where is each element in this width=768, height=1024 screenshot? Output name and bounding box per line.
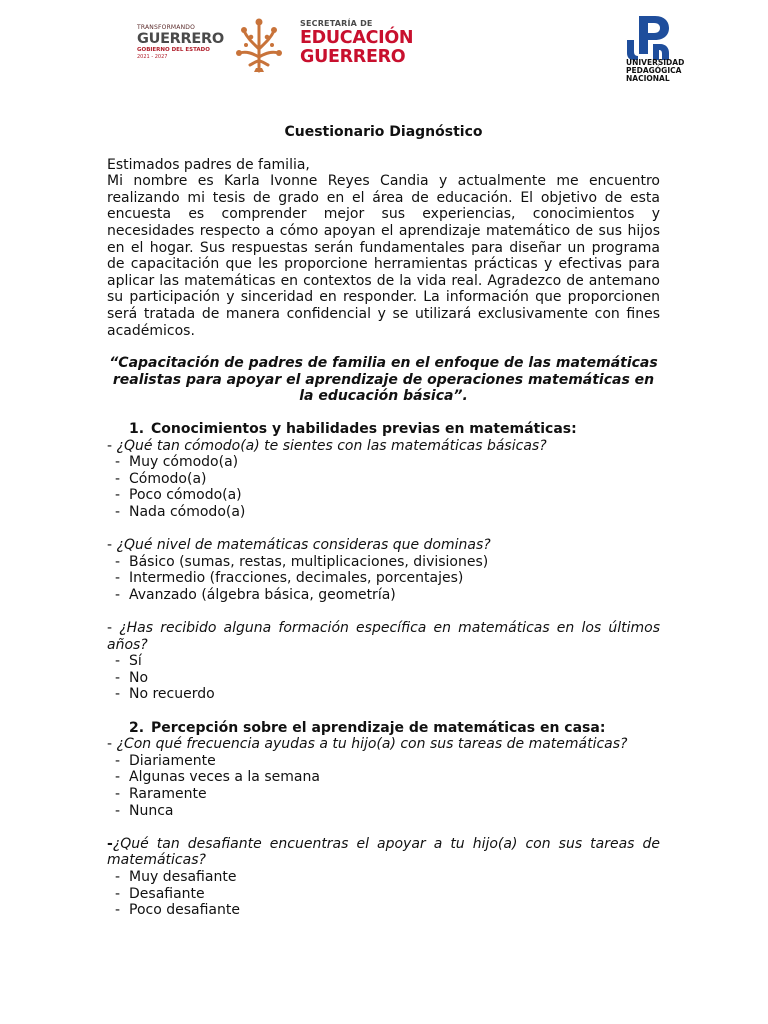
answer-option[interactable]: - Básico (sumas, restas, multiplicaciones, divisiones) bbox=[115, 553, 489, 570]
answer-option[interactable]: - No recuerdo bbox=[115, 686, 215, 703]
answer-option-label: Cómodo(a) bbox=[129, 470, 207, 487]
answer-option-label: Poco cómodo(a) bbox=[129, 487, 242, 504]
section-1 bbox=[107, 421, 660, 720]
answer-option-label: No recuerdo bbox=[129, 686, 215, 703]
answer-option[interactable]: - Poco cómodo(a) bbox=[115, 487, 242, 504]
answer-options bbox=[107, 554, 660, 604]
section-2 bbox=[107, 720, 660, 919]
guerrero-emblem-icon bbox=[232, 17, 286, 73]
greeting: Estimados padres de familia, bbox=[107, 156, 310, 173]
document-body bbox=[107, 124, 660, 919]
answer-options bbox=[107, 869, 660, 919]
answer-option[interactable]: - Muy desafiante bbox=[115, 868, 237, 885]
section-heading bbox=[107, 720, 660, 737]
question-text: ¿Qué tan desafiante encuentras el apoyar a tu hijo(a) con sus tareas de matemáticas? bbox=[107, 835, 660, 869]
section-heading-text: Percepción sobre el aprendizaje de matemáticas en casa: bbox=[151, 719, 606, 736]
logo-text: GUERRERO bbox=[300, 47, 406, 67]
answer-option-label: Avanzado (álgebra básica, geometría) bbox=[129, 586, 396, 603]
intro-block bbox=[107, 157, 660, 340]
answer-option[interactable]: - Desafiante bbox=[115, 885, 205, 902]
upn-logo-text bbox=[626, 59, 684, 83]
logo-text: UNIVERSIDAD bbox=[626, 58, 685, 67]
question: - ¿Con qué frecuencia ayudas a tu hijo(a) con sus tareas de matemáticas? bbox=[107, 736, 628, 753]
logo-text: GOBIERNO DEL ESTADO bbox=[137, 47, 210, 53]
answer-options bbox=[107, 653, 660, 703]
project-title: “Capacitación de padres de familia en el enfoque de las matemáticas realistas para apoyar el aprendizaje de operaciones matemáticas en la educación básica”. bbox=[109, 355, 658, 405]
answer-option-label: Básico (sumas, restas, multiplicaciones, divisiones) bbox=[129, 553, 489, 570]
intro-paragraph: Mi nombre es Karla Ivonne Reyes Candia y actualmente me encuentro realizando mi tesis de grado en el área de educación. El objetivo de esta encuesta es comprender mejor sus experiencias, conocimientos y necesidades respecto a cómo apoyan el aprendizaje matemático de sus hijos en el hogar. Sus respuestas serán fundamentales para diseñar un programa de capacitación que les proporcione herramientas prácticas y efectivas para aplicar las matemáticas en contextos de la vida real. Agradezco de antemano su participación y sinceridad en responder. La información que proporcionen será tratada de manera confidencial y se utilizará exclusivamente con fines académicos. bbox=[107, 173, 660, 339]
logo-text: TRANSFORMANDO bbox=[137, 24, 196, 31]
answer-option-label: Muy desafiante bbox=[129, 868, 237, 885]
answer-option-label: Desafiante bbox=[129, 885, 205, 902]
answer-option-label: Muy cómodo(a) bbox=[129, 454, 239, 471]
answer-option[interactable]: - Intermedio (fracciones, decimales, porcentajes) bbox=[115, 570, 464, 587]
question-text: ¿Qué tan cómodo(a) te sientes con las matemáticas básicas? bbox=[116, 437, 547, 454]
answer-option-label: Nunca bbox=[129, 802, 174, 819]
logo-text: 2021 - 2027 bbox=[137, 54, 168, 60]
logo-text: PEDAGÓGICA bbox=[626, 66, 682, 75]
question: -¿Qué tan desafiante encuentras el apoyar a tu hijo(a) con sus tareas de matemáticas? bbox=[107, 835, 660, 869]
answer-option[interactable]: - Nada cómodo(a) bbox=[115, 503, 246, 520]
logo-text: GUERRERO bbox=[137, 31, 224, 47]
answer-option[interactable]: - Raramente bbox=[115, 785, 207, 802]
section-number: 1. bbox=[129, 420, 145, 437]
logo-text: NACIONAL bbox=[626, 74, 670, 83]
answer-option[interactable]: - Algunas veces a la semana bbox=[115, 769, 320, 786]
answer-option[interactable]: - Nunca bbox=[115, 802, 174, 819]
logo-text: EDUCACIÓN bbox=[300, 28, 414, 48]
logo-text: SECRETARÍA DE bbox=[300, 19, 373, 28]
question: - ¿Qué nivel de matemáticas consideras que dominas? bbox=[107, 537, 491, 554]
answer-option[interactable]: - Poco desafiante bbox=[115, 902, 240, 919]
answer-option-label: Diariamente bbox=[129, 752, 216, 769]
question-text: ¿Con qué frecuencia ayudas a tu hijo(a) con sus tareas de matemáticas? bbox=[116, 736, 628, 753]
upn-logo bbox=[622, 14, 706, 84]
answer-option[interactable]: - Muy cómodo(a) bbox=[115, 454, 239, 471]
answer-option-label: Intermedio (fracciones, decimales, porcentajes) bbox=[129, 570, 464, 587]
answer-option[interactable]: - Avanzado (álgebra básica, geometría) bbox=[115, 586, 396, 603]
section-heading-text: Conocimientos y habilidades previas en matemáticas: bbox=[151, 420, 577, 437]
answer-option-label: Algunas veces a la semana bbox=[129, 769, 320, 786]
answer-options bbox=[107, 454, 660, 520]
answer-option[interactable]: - Sí bbox=[115, 653, 142, 670]
answer-option-label: Poco desafiante bbox=[129, 902, 240, 919]
answer-option[interactable]: - Cómodo(a) bbox=[115, 470, 207, 487]
question-text: ¿Has recibido alguna formación específica en matemáticas en los últimos años? bbox=[107, 620, 660, 653]
section-heading bbox=[107, 421, 660, 438]
secretaria-educacion-logo bbox=[300, 19, 430, 73]
question-text: ¿Qué nivel de matemáticas consideras que dominas? bbox=[116, 537, 491, 554]
answer-option[interactable]: - Diariamente bbox=[115, 752, 216, 769]
section-number: 2. bbox=[129, 719, 145, 736]
answer-option-label: Nada cómodo(a) bbox=[129, 503, 246, 520]
question: - ¿Qué tan cómodo(a) te sientes con las matemáticas básicas? bbox=[107, 437, 547, 454]
upn-emblem-icon bbox=[622, 14, 706, 60]
answer-option-label: Sí bbox=[129, 653, 142, 670]
answer-option-label: Raramente bbox=[129, 785, 207, 802]
answer-option[interactable]: - No bbox=[115, 669, 149, 686]
guerrero-government-logo bbox=[137, 24, 224, 68]
document-title: Cuestionario Diagnóstico bbox=[284, 124, 483, 140]
answer-options bbox=[107, 753, 660, 819]
answer-option-label: No bbox=[129, 669, 149, 686]
question: - ¿Has recibido alguna formación específica en matemáticas en los últimos años? bbox=[107, 620, 660, 653]
